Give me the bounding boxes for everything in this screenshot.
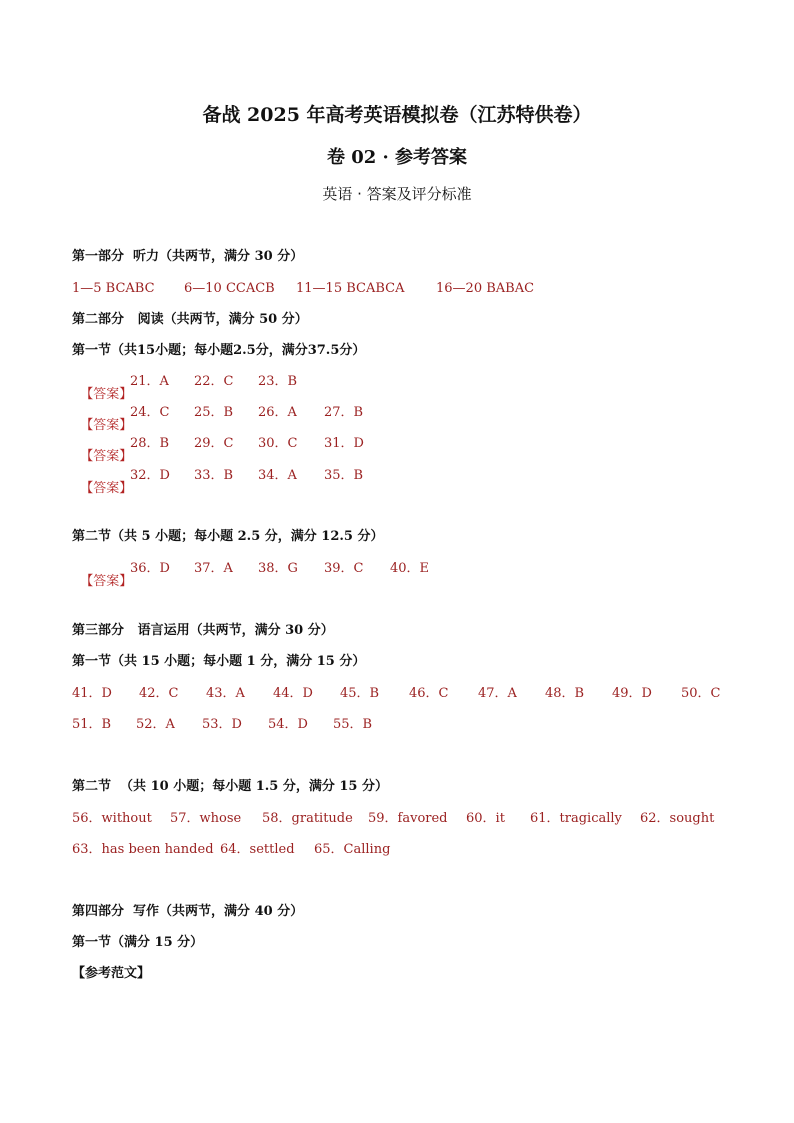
answer-tag: 【答案】 bbox=[80, 418, 133, 433]
listening-answer: 6—10 CCACB bbox=[184, 281, 275, 296]
reading-answer: 25．B bbox=[194, 405, 234, 420]
answer-row bbox=[72, 469, 132, 495]
cloze-answer: 54．D bbox=[268, 717, 308, 732]
answer-row bbox=[72, 437, 132, 463]
reading-answer: 26．A bbox=[258, 405, 297, 420]
cloze-answer: 46．C bbox=[409, 686, 449, 701]
listening-answer: 16—20 BABAC bbox=[436, 281, 535, 296]
page-tagline: 英语 · 答案及评分标准 bbox=[322, 185, 472, 203]
part2-heading: 第二部分 阅读（共两节，满分 50 分） bbox=[72, 312, 308, 327]
grammar-answer: 63．has been handed bbox=[72, 842, 214, 857]
part2-section1-heading: 第一节（共15小题；每小题2.5分，满分37.5分） bbox=[72, 343, 366, 358]
cloze-answer: 47．A bbox=[478, 686, 517, 701]
page-title: 备战 2025 年高考英语模拟卷（江苏特供卷） bbox=[202, 104, 592, 126]
reading-answer: 29．C bbox=[194, 436, 234, 451]
grammar-answer: 59．favored bbox=[368, 811, 448, 826]
answer-row bbox=[72, 375, 132, 401]
answer-tag: 【答案】 bbox=[80, 574, 133, 589]
cloze-answer: 48．B bbox=[545, 686, 585, 701]
reading-answer: 30．C bbox=[258, 436, 298, 451]
reading-answer: 40．E bbox=[390, 561, 430, 576]
answer-tag: 【答案】 bbox=[80, 387, 133, 402]
sample-essay-label: 【参考范文】 bbox=[72, 966, 151, 981]
cloze-answer: 44．D bbox=[273, 686, 313, 701]
reading-answer: 38．G bbox=[258, 561, 298, 576]
listening-answer: 1—5 BCABC bbox=[72, 281, 155, 296]
grammar-answer: 56．without bbox=[72, 811, 152, 826]
page-subtitle: 卷 02 · 参考答案 bbox=[326, 147, 468, 168]
reading-answer: 39．C bbox=[324, 561, 364, 576]
part3-section1-heading: 第一节（共 15 小题；每小题 1 分，满分 15 分） bbox=[72, 654, 366, 669]
grammar-answer: 60．it bbox=[466, 811, 505, 826]
cloze-answer: 41．D bbox=[72, 686, 112, 701]
part3-heading: 第三部分 语言运用（共两节，满分 30 分） bbox=[72, 623, 334, 638]
cloze-answer: 52．A bbox=[136, 717, 175, 732]
reading-answer: 23．B bbox=[258, 374, 298, 389]
cloze-answer: 45．B bbox=[340, 686, 380, 701]
cloze-answer: 50．C bbox=[681, 686, 721, 701]
reading-answer: 22．C bbox=[194, 374, 234, 389]
cloze-answer: 49．D bbox=[612, 686, 652, 701]
cloze-answer: 55．B bbox=[333, 717, 373, 732]
reading-answer: 27．B bbox=[324, 405, 364, 420]
part4-heading: 第四部分 写作（共两节，满分 40 分） bbox=[72, 904, 304, 919]
cloze-answer: 51．B bbox=[72, 717, 112, 732]
reading-answer: 36．D bbox=[130, 561, 170, 576]
reading-answer: 37．A bbox=[194, 561, 233, 576]
reading-answer: 34．A bbox=[258, 468, 297, 483]
cloze-answer: 53．D bbox=[202, 717, 242, 732]
grammar-answer: 61．tragically bbox=[530, 811, 622, 826]
listening-answer: 11—15 BCABCA bbox=[296, 281, 405, 296]
reading-answer: 21．A bbox=[130, 374, 169, 389]
reading-answer: 24．C bbox=[130, 405, 170, 420]
reading-answer: 31．D bbox=[324, 436, 364, 451]
answer-row bbox=[72, 406, 132, 432]
part2-section2-heading: 第二节（共 5 小题；每小题 2.5 分，满分 12.5 分） bbox=[72, 529, 384, 544]
grammar-answer: 58．gratitude bbox=[262, 811, 353, 826]
answer-row bbox=[72, 562, 132, 588]
reading-answer: 35．B bbox=[324, 468, 364, 483]
answer-tag: 【答案】 bbox=[80, 449, 133, 464]
reading-answer: 28．B bbox=[130, 436, 170, 451]
answer-tag: 【答案】 bbox=[80, 481, 133, 496]
grammar-answer: 64．settled bbox=[220, 842, 295, 857]
cloze-answer: 43．A bbox=[206, 686, 245, 701]
grammar-answer: 65．Calling bbox=[314, 842, 391, 857]
part1-heading: 第一部分 听力（共两节，满分 30 分） bbox=[72, 249, 304, 264]
grammar-answer: 57．whose bbox=[170, 811, 242, 826]
part4-section1-heading: 第一节（满分 15 分） bbox=[72, 935, 204, 950]
part3-section2-heading: 第二节 （共 10 小题；每小题 1.5 分，满分 15 分） bbox=[72, 779, 389, 794]
reading-answer: 33．B bbox=[194, 468, 234, 483]
cloze-answer: 42．C bbox=[139, 686, 179, 701]
reading-answer: 32．D bbox=[130, 468, 170, 483]
grammar-answer: 62．sought bbox=[640, 811, 715, 826]
